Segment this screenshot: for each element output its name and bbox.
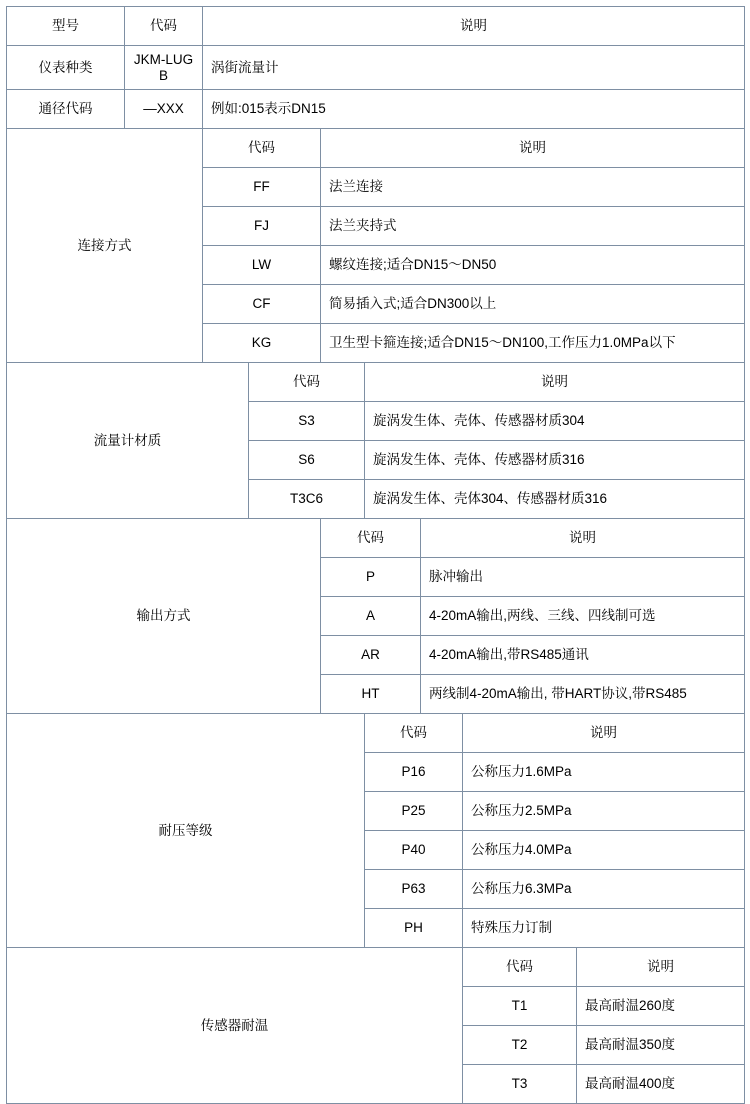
item-desc: 法兰夹持式 xyxy=(321,207,745,246)
item-code: P xyxy=(321,558,421,597)
subheader-code: 代码 xyxy=(321,519,421,558)
item-desc: 公称压力4.0MPa xyxy=(463,831,745,870)
group-name-connection: 连接方式 xyxy=(7,129,203,363)
item-code: HT xyxy=(321,675,421,714)
item-code: A xyxy=(321,597,421,636)
table-row xyxy=(7,90,745,129)
item-code: KG xyxy=(203,324,321,363)
item-desc: 最高耐温350度 xyxy=(577,1026,745,1065)
item-code: CF xyxy=(203,285,321,324)
model-selection-table xyxy=(6,6,745,1104)
item-desc: 4-20mA输出,两线、三线、四线制可选 xyxy=(421,597,745,636)
subheader-code: 代码 xyxy=(249,363,365,402)
group-header-row-connection xyxy=(7,129,745,168)
item-desc: 两线制4-20mA输出, 带HART协议,带RS485 xyxy=(421,675,745,714)
item-code: T2 xyxy=(463,1026,577,1065)
subheader-code: 代码 xyxy=(463,948,577,987)
item-code: P40 xyxy=(365,831,463,870)
item-desc: 简易插入式;适合DN300以上 xyxy=(321,285,745,324)
subheader-code: 代码 xyxy=(365,714,463,753)
item-desc: 4-20mA输出,带RS485通讯 xyxy=(421,636,745,675)
item-desc: 旋涡发生体、壳体、传感器材质304 xyxy=(365,402,745,441)
table-row xyxy=(7,46,745,90)
group-header-row-material xyxy=(7,363,745,402)
item-desc: 旋涡发生体、壳体、传感器材质316 xyxy=(365,441,745,480)
item-desc: 特殊压力订制 xyxy=(463,909,745,948)
subheader-desc: 说明 xyxy=(421,519,745,558)
header-model: 型号 xyxy=(7,7,125,46)
group-name-output: 输出方式 xyxy=(7,519,321,714)
row-code: —XXX xyxy=(125,90,203,129)
item-desc: 公称压力6.3MPa xyxy=(463,870,745,909)
item-code: LW xyxy=(203,246,321,285)
group-header-row-temperature xyxy=(7,948,745,987)
row-name: 仪表种类 xyxy=(7,46,125,90)
item-desc: 螺纹连接;适合DN15～DN50 xyxy=(321,246,745,285)
item-code: FF xyxy=(203,168,321,207)
item-desc: 卫生型卡箍连接;适合DN15～DN100,工作压力1.0MPa以下 xyxy=(321,324,745,363)
item-desc: 法兰连接 xyxy=(321,168,745,207)
item-desc: 公称压力2.5MPa xyxy=(463,792,745,831)
item-code: P25 xyxy=(365,792,463,831)
header-code: 代码 xyxy=(125,7,203,46)
item-code: PH xyxy=(365,909,463,948)
group-name-temperature: 传感器耐温 xyxy=(7,948,463,1104)
item-code: P16 xyxy=(365,753,463,792)
row-name: 通径代码 xyxy=(7,90,125,129)
row-desc: 例如:015表示DN15 xyxy=(203,90,745,129)
group-name-material: 流量计材质 xyxy=(7,363,249,519)
item-desc: 最高耐温260度 xyxy=(577,987,745,1026)
group-name-pressure: 耐压等级 xyxy=(7,714,365,948)
item-code: AR xyxy=(321,636,421,675)
group-header-row-pressure xyxy=(7,714,745,753)
item-code: S3 xyxy=(249,402,365,441)
table-header-row xyxy=(7,7,745,46)
item-desc: 最高耐温400度 xyxy=(577,1065,745,1104)
group-header-row-output xyxy=(7,519,745,558)
subheader-desc: 说明 xyxy=(577,948,745,987)
row-code: JKM-LUGB xyxy=(125,46,203,90)
subheader-desc: 说明 xyxy=(321,129,745,168)
header-desc: 说明 xyxy=(203,7,745,46)
subheader-desc: 说明 xyxy=(365,363,745,402)
subheader-desc: 说明 xyxy=(463,714,745,753)
item-code: T1 xyxy=(463,987,577,1026)
item-desc: 旋涡发生体、壳体304、传感器材质316 xyxy=(365,480,745,519)
item-code: FJ xyxy=(203,207,321,246)
item-desc: 公称压力1.6MPa xyxy=(463,753,745,792)
item-code: S6 xyxy=(249,441,365,480)
row-desc: 涡街流量计 xyxy=(203,46,745,90)
item-code: T3C6 xyxy=(249,480,365,519)
item-code: T3 xyxy=(463,1065,577,1104)
item-desc: 脉冲输出 xyxy=(421,558,745,597)
item-code: P63 xyxy=(365,870,463,909)
subheader-code: 代码 xyxy=(203,129,321,168)
